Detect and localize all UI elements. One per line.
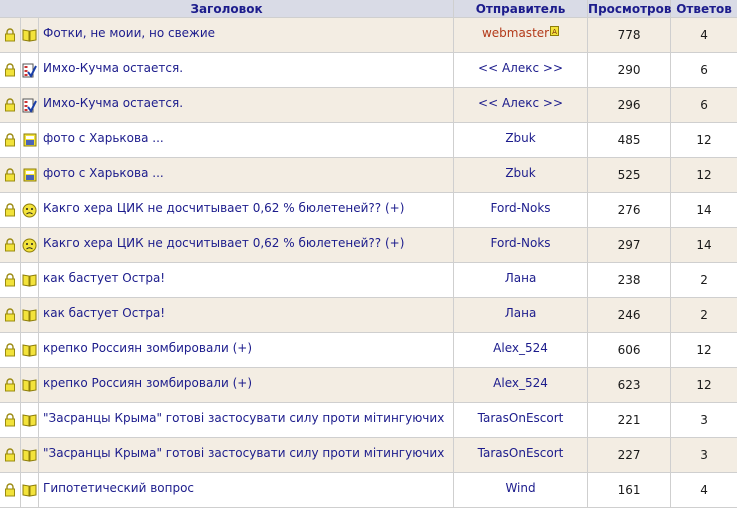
topic-title-link[interactable]: как бастует Остра!	[39, 263, 453, 297]
column-header-sender[interactable]: Отправитель	[454, 0, 587, 17]
table-row	[0, 53, 737, 87]
image-icon	[23, 133, 37, 147]
sender-link[interactable]: Ford-Noks	[454, 228, 587, 262]
sad-face-icon	[22, 238, 37, 253]
lock-icon-cell	[0, 403, 20, 437]
lock-icon	[3, 168, 17, 182]
topic-title-link[interactable]: "Засранцы Крыма" готові застосувати силу проти мітингуючих	[39, 403, 453, 437]
book-icon	[22, 413, 37, 427]
sender-link[interactable]: TarasOnEscort	[454, 438, 587, 472]
checklist-icon	[22, 63, 37, 78]
sender-link[interactable]: Alex_524	[454, 333, 587, 367]
table-row	[0, 158, 737, 192]
topic-icon-cell	[21, 298, 38, 332]
topic-title-link[interactable]: Какго хера ЦИК не досчитывает 0,62 % бюлетеней?? (+)	[39, 193, 453, 227]
table-row	[0, 123, 737, 157]
sender-link[interactable]: << Алекс >>	[454, 88, 587, 122]
lock-icon	[3, 203, 17, 217]
lock-icon-cell	[0, 298, 20, 332]
replies-count: 2	[671, 298, 737, 332]
views-count: 290	[588, 53, 670, 87]
lock-icon-cell	[0, 228, 20, 262]
column-header-replies[interactable]: Ответов	[671, 0, 737, 17]
replies-count: 6	[671, 53, 737, 87]
lock-icon	[3, 448, 17, 462]
image-icon	[23, 168, 37, 182]
book-icon	[22, 378, 37, 392]
lock-icon-cell	[0, 18, 20, 52]
lock-icon	[3, 238, 17, 252]
views-count: 238	[588, 263, 670, 297]
views-count: 276	[588, 193, 670, 227]
lock-icon	[3, 308, 17, 322]
views-count: 296	[588, 88, 670, 122]
sender-link[interactable]: TarasOnEscort	[454, 403, 587, 437]
table-row	[0, 18, 737, 52]
book-icon	[22, 28, 37, 42]
replies-count: 3	[671, 403, 737, 437]
lock-icon-cell	[0, 53, 20, 87]
table-row	[0, 438, 737, 472]
views-count: 227	[588, 438, 670, 472]
lock-icon	[3, 98, 17, 112]
lock-icon	[3, 133, 17, 147]
lock-icon-cell	[0, 158, 20, 192]
sender-link[interactable]: Alex_524	[454, 368, 587, 402]
topic-title-link[interactable]: фото с Харькова ...	[39, 158, 453, 192]
table-row	[0, 298, 737, 332]
lock-icon-cell	[0, 473, 20, 507]
lock-icon-cell	[0, 368, 20, 402]
table-row	[0, 88, 737, 122]
replies-count: 6	[671, 88, 737, 122]
replies-count: 14	[671, 228, 737, 262]
column-header-title[interactable]: Заголовок	[0, 0, 453, 17]
topic-title-link[interactable]: Гипотетический вопрос	[39, 473, 453, 507]
topic-icon-cell	[21, 438, 38, 472]
views-count: 246	[588, 298, 670, 332]
book-icon	[22, 343, 37, 357]
views-count: 297	[588, 228, 670, 262]
column-header-views[interactable]: Просмотров	[588, 1, 672, 16]
replies-count: 2	[671, 263, 737, 297]
views-count: 606	[588, 333, 670, 367]
topic-icon-cell	[21, 193, 38, 227]
views-count: 623	[588, 368, 670, 402]
topic-title-link[interactable]: Имхо-Кучма остается.	[39, 88, 453, 122]
sender-link[interactable]: Zbuk	[454, 123, 587, 157]
lock-icon	[3, 413, 17, 427]
table-row	[0, 193, 737, 227]
topic-icon-cell	[21, 53, 38, 87]
sender-link[interactable]: Лана	[454, 298, 587, 332]
lock-icon-cell	[0, 88, 20, 122]
replies-count: 3	[671, 438, 737, 472]
lock-icon-cell	[0, 438, 20, 472]
table-header-row	[0, 0, 737, 17]
views-count: 485	[588, 123, 670, 157]
topic-icon-cell	[21, 473, 38, 507]
table-row	[0, 263, 737, 297]
replies-count: 12	[671, 158, 737, 192]
replies-count: 12	[671, 123, 737, 157]
table-row	[0, 228, 737, 262]
topic-icon-cell	[21, 158, 38, 192]
lock-icon	[3, 28, 17, 42]
lock-icon-cell	[0, 193, 20, 227]
checklist-icon	[22, 98, 37, 113]
topic-title-link[interactable]: Фотки, не моии, но свежие	[39, 18, 453, 52]
table-row	[0, 333, 737, 367]
topic-title-link[interactable]: фото с Харькова ...	[39, 123, 453, 157]
sender-link[interactable]: webmaster A	[454, 18, 587, 52]
topic-title-link[interactable]: как бастует Остра!	[39, 298, 453, 332]
lock-icon	[3, 343, 17, 357]
sender-link[interactable]: Zbuk	[454, 158, 587, 192]
book-icon	[22, 273, 37, 287]
topic-icon-cell	[21, 368, 38, 402]
topic-icon-cell	[21, 123, 38, 157]
replies-count: 4	[671, 18, 737, 52]
views-count: 525	[588, 158, 670, 192]
book-icon	[22, 483, 37, 497]
table-row	[0, 473, 737, 507]
topic-icon-cell	[21, 333, 38, 367]
sad-face-icon	[22, 203, 37, 218]
lock-icon-cell	[0, 263, 20, 297]
book-icon	[22, 448, 37, 462]
topic-icon-cell	[21, 228, 38, 262]
replies-count: 12	[671, 333, 737, 367]
topic-icon-cell	[21, 88, 38, 122]
replies-count: 14	[671, 193, 737, 227]
lock-icon-cell	[0, 123, 20, 157]
admin-icon	[550, 26, 559, 36]
table-row	[0, 403, 737, 437]
lock-icon	[3, 483, 17, 497]
topic-title-link[interactable]: крепко Россиян зомбировали (+)	[39, 368, 453, 402]
table-row	[0, 368, 737, 402]
sender-link[interactable]: Wind	[454, 473, 587, 507]
views-count: 161	[588, 473, 670, 507]
replies-count: 4	[671, 473, 737, 507]
views-count: 778	[588, 18, 670, 52]
sender-link[interactable]: Лана	[454, 263, 587, 297]
lock-icon-cell	[0, 333, 20, 367]
topic-title-link[interactable]: Имхо-Кучма остается.	[39, 53, 453, 87]
topic-icon-cell	[21, 263, 38, 297]
topic-icon-cell	[21, 18, 38, 52]
sender-link[interactable]: << Алекс >>	[454, 53, 587, 87]
topic-title-link[interactable]: "Засранцы Крыма" готові застосувати силу проти мітингуючих	[39, 438, 453, 472]
topic-title-link[interactable]: крепко Россиян зомбировали (+)	[39, 333, 453, 367]
book-icon	[22, 308, 37, 322]
lock-icon	[3, 63, 17, 77]
views-count: 221	[588, 403, 670, 437]
replies-count: 12	[671, 368, 737, 402]
lock-icon	[3, 273, 17, 287]
topic-icon-cell	[21, 403, 38, 437]
lock-icon	[3, 378, 17, 392]
sender-link[interactable]: Ford-Noks	[454, 193, 587, 227]
topic-title-link[interactable]: Какго хера ЦИК не досчитывает 0,62 % бюлетеней?? (+)	[39, 228, 453, 262]
svg-text:A: A	[552, 28, 557, 36]
